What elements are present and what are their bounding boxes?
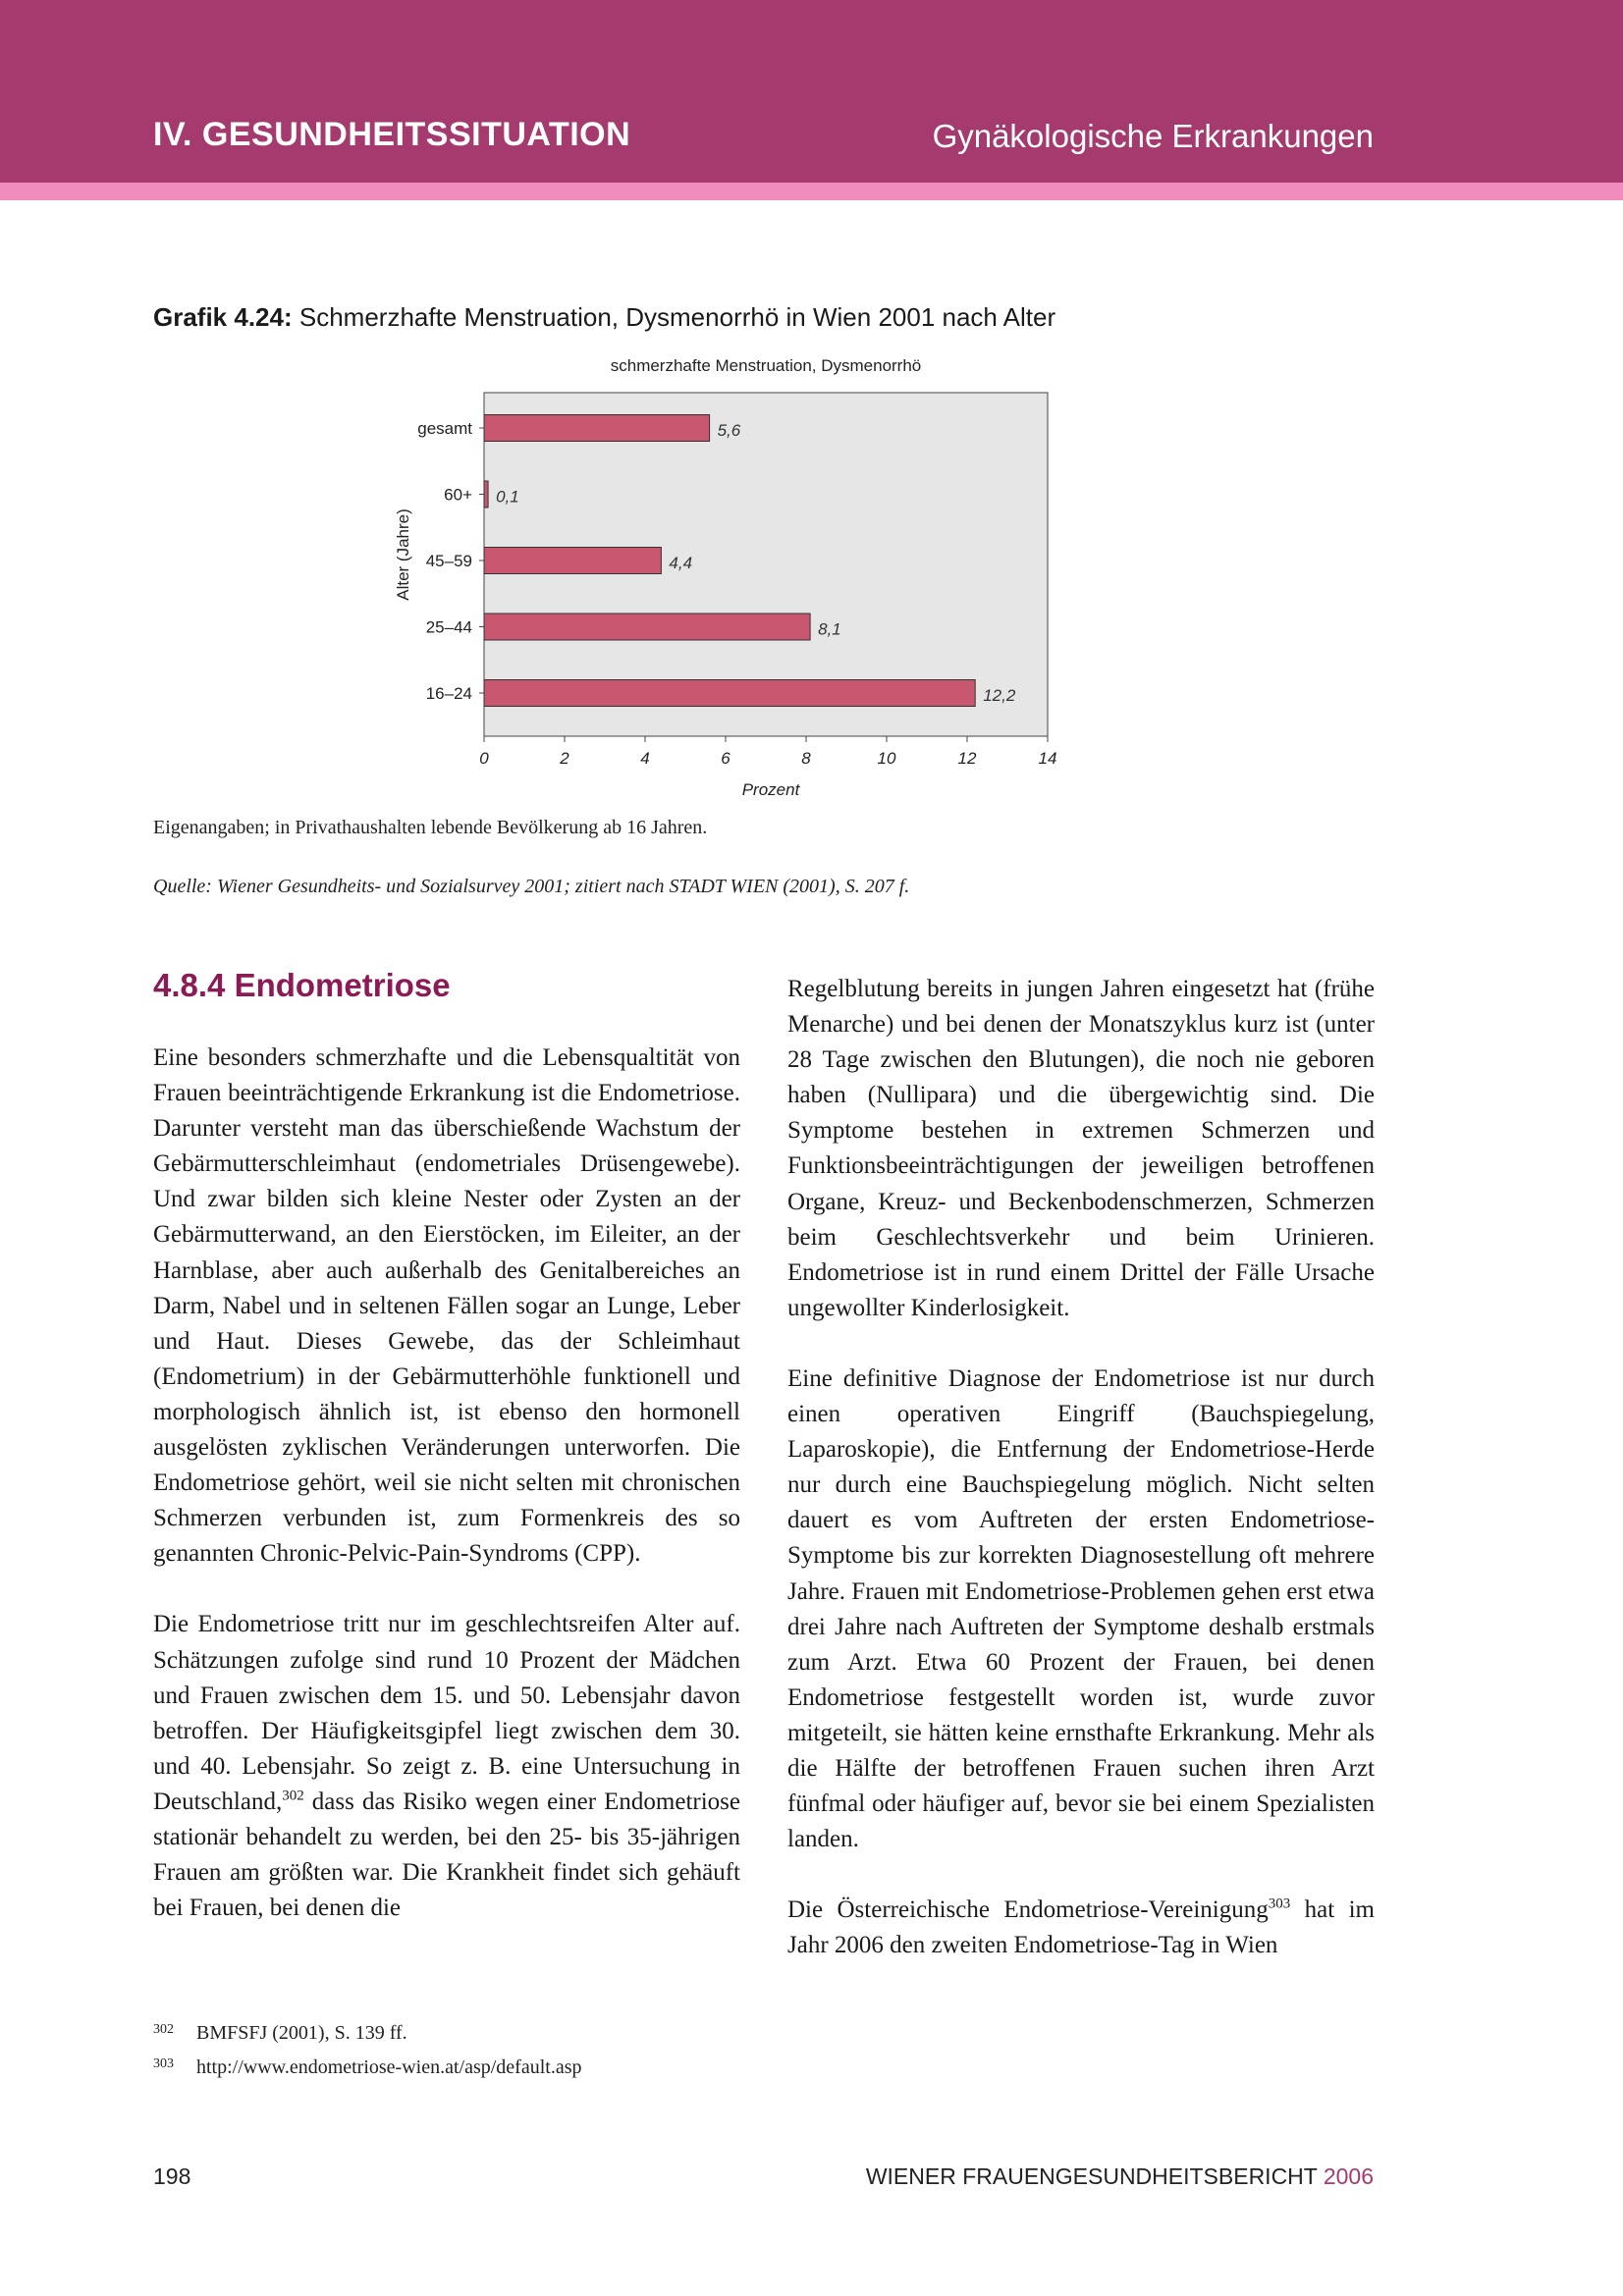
right-column — [787, 972, 1375, 1999]
paragraph — [787, 1893, 1375, 1963]
paragraph-text: dass das Risiko wegen einer Endometriose stationär behandelt zu werden, bei den 25- bis 35-jährigen Frauen am größten war. Die Krankheit findet sich gehäuft bei Frauen, bei denen die — [153, 1788, 740, 1922]
chart-title: schmerzhafte Menstruation, Dysmenorrhö — [610, 356, 922, 375]
figure-label: Grafik 4.24: — [153, 302, 293, 332]
paragraph: Eine definitive Diagnose der Endometriose ist nur durch einen operativen Eingriff (Bauchspiegelung, Laparoskopie), die Entfernung der Endometriose-Herde nur durch eine Bauchspiegelung möglich. Nicht selten dauert es vom Auftreten der ersten Endometriose-Symptome bis zur korrekten Diagnosestellung oft mehrere Jahre. Frauen mit Endometriose-Problemen gehen erst etwa drei Jahre nach Auftreten der Symptome deshalb erstmals zum Arzt. Etwa 60 Prozent der Frauen, bei denen Endometriose festgestellt worden ist, wurde zuvor mitgeteilt, sie hätten keine ernsthafte Erkrankung. Mehr als die Hälfte der betroffenen Frauen suchen ihren Arzt fünfmal oder häufiger auf, bevor sie bei einem Spezialisten landen. — [787, 1364, 1375, 1853]
bar — [484, 680, 975, 707]
paragraph — [153, 1607, 740, 1926]
figure-caption: Schmerzhafte Menstruation, Dysmenorrhö in Wien 2001 nach Alter — [298, 302, 1056, 332]
figure-note: Eigenangaben; in Privathaushalten lebende Bevölkerung ab 16 Jahren. — [153, 817, 708, 838]
footnote-ref[interactable]: 302 — [282, 1788, 304, 1804]
paragraph: Regelblutung bereits in jungen Jahren eingesetzt hat (frühe Menarche) und bei denen der Monatszyklus kurz ist (unter 28 Tage zwischen den Blutungen), die noch nie geboren haben (Nullipara) und die übergewichtig sind. Die Symptome bestehen in extremen Schmerzen und Funktionsbeeinträchtigungen der jeweiligen betroffenen Organe, Kreuz- und Beckenbodenschmerzen, Schmerzen beim Geschlechtsverkehr und beim Urinieren. Endometriose ist in rund einem Drittel der Fälle Ursache ungewollter Kinderlosigkeit. — [787, 976, 1375, 1321]
y-axis-label: Alter (Jahre) — [394, 508, 412, 601]
footnote-ref[interactable]: 303 — [1268, 1896, 1291, 1912]
x-tick-label: 12 — [957, 749, 977, 768]
y-tick-label: gesamt — [417, 419, 472, 438]
footnote-number: 303 — [153, 2056, 174, 2071]
paragraph: Eine besonders schmerzhafte und die Lebensqualtität von Frauen beeinträchtigende Erkrankung ist die Endometriose. Darunter versteht man das überschießende Wachstum der Gebärmutterschleimhaut (endometriales Drüsengewebe). Und zwar bilden sich kleine Nester oder Zysten an der Gebärmutterwand, an den Eierstöcken, im Eileiter, an der Harnblase, aber auch außerhalb des Genitalbereiches an Darm, Nabel und in seltenen Fällen sogar an Lunge, Leber und Haut. Dieses Gewebe, das der Schleimhaut (Endometrium) in der Gebärmutterhöhle funktionell und morphologisch ähnlich ist, ist ebenso den hormonell ausgelösten zyklischen Veränderungen unterworfen. Die Endometriose gehört, weil sie nicht selten mit chronischen Schmerzen verbunden ist, zum Formenkreis des so genannten Chronic-Pelvic-Pain-Syndroms (CPP). — [153, 1044, 740, 1568]
y-tick-label: 16–24 — [425, 684, 472, 703]
footnote-text: BMFSFJ (2001), S. 139 ff. — [196, 2022, 407, 2044]
data-label: 5,6 — [717, 421, 741, 440]
page-number: 198 — [153, 2163, 191, 2189]
publication-year: 2006 — [1323, 2163, 1374, 2189]
y-tick-label: 60+ — [444, 485, 472, 505]
bar — [484, 614, 810, 640]
x-tick-label: 6 — [721, 749, 730, 768]
bar — [484, 415, 710, 442]
publication-title — [866, 2163, 1374, 2190]
x-tick-label: 8 — [801, 749, 811, 768]
data-label: 12,2 — [983, 686, 1016, 705]
left-column — [153, 1041, 740, 1961]
header-stripe — [0, 183, 1623, 200]
x-axis-label: Prozent — [741, 780, 800, 799]
footnote — [153, 2014, 582, 2049]
section-heading: 4.8.4 Endometriose — [153, 967, 451, 1003]
x-tick-label: 10 — [877, 749, 896, 768]
section-title-header: Gynäkologische Erkrankungen — [932, 118, 1374, 154]
bar — [484, 548, 661, 574]
data-label: 4,4 — [669, 554, 693, 572]
footnote-link[interactable]: http://www.endometriose-wien.at/asp/default.asp — [196, 2056, 582, 2078]
data-label: 0,1 — [496, 487, 519, 507]
x-tick-label: 14 — [1038, 749, 1057, 768]
paragraph-text: hat im Jahr 2006 den zweiten Endometriose-Tag in Wien — [787, 1896, 1376, 1959]
x-tick-label: 0 — [479, 749, 489, 768]
footnote — [153, 2049, 582, 2083]
page-header — [0, 0, 1623, 183]
x-tick-label: 4 — [640, 749, 650, 768]
paragraph-text: Die Endometriose tritt nur im geschlechtsreifen Alter auf. Schätzungen zufolge sind rund 10 Prozent der Mädchen und Frauen zwischen dem 15. und 50. Lebensjahr davon betroffen. Der Häufigkeitsgipfel liegt zwischen dem 30. und 40. Lebensjahr. So zeigt z. B. eine Untersuchung in Deutschland, — [153, 1611, 740, 1815]
x-tick-label: 2 — [560, 749, 569, 768]
paragraph-text: Die Österreichische Endometriose-Vereinigung — [787, 1896, 1269, 1924]
bar-chart — [0, 344, 1623, 805]
figure-source: Quelle: Wiener Gesundheits- und Sozialsurvey 2001; zitiert nach STADT WIEN (2001), S. 207 f. — [153, 876, 910, 897]
chapter-title: IV. GESUNDHEITSSITUATION — [153, 116, 631, 153]
footnote-number: 302 — [153, 2022, 174, 2037]
y-tick-label: 45–59 — [425, 552, 472, 570]
publication-name: WIENER FRAUENGESUNDHEITSBERICHT — [865, 2163, 1324, 2189]
bar — [484, 481, 488, 507]
y-tick-label: 25–44 — [425, 617, 472, 637]
footnotes — [153, 2014, 582, 2083]
figure-title — [153, 302, 1055, 333]
data-label: 8,1 — [818, 619, 841, 639]
